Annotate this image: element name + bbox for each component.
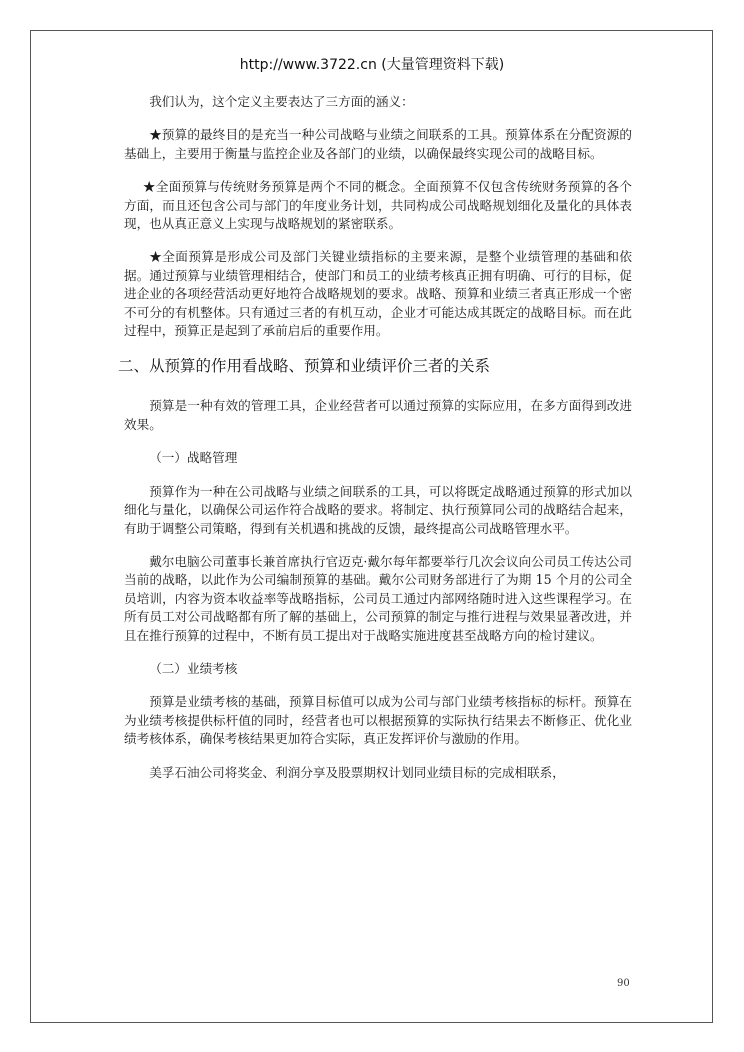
document-body — [118, 93, 632, 797]
intro-paragraph: 我们认为，这个定义主要表达了三方面的涵义： — [149, 94, 414, 109]
header-note: (大量管理资料下载) — [381, 57, 505, 73]
paragraph-performance: 预算是业绩考核的基础，预算目标值可以成为公司与部门业绩考核指标的标杆。预算在为业绩考核提供标杆值的同时，经营者也可以根据预算的实际执行结果去不断修正、优化业绩考核体系，确保考核结果更加符合实际，真正发挥评价与激励的作用。 — [124, 694, 632, 747]
paragraph-dell: 戴尔电脑公司董事长兼首席执行官迈克·戴尔每年都要举行几次会议向公司员工传达公司当前的战略，以此作为公司编制预算的基础。戴尔公司财务部进行了为期 15 个月的公司全员培训，内容为资本收益率等战略指标，公司员工通过内部网络随时进入这些课程学习。在所有员工对公司战略都有所了解的基础上，公司预算的制定与推行进程与效果显著改进，并且在推行预算的过程中，不断有员工提出对于战略实施进度甚至战略方向的检讨建议。 — [124, 553, 632, 643]
page-header — [0, 54, 744, 74]
bullet-paragraph-2: ★全面预算与传统财务预算是两个不同的概念。全面预算不仅包含传统财务预算的各个方面，而且还包含公司与部门的年度业务计划，共同构成公司战略规划细化及量化的具体表现，也从真正意义上实现与战略规划的紧密联系。 — [124, 179, 632, 232]
header-url[interactable]: http://www.3722.cn — [239, 57, 377, 73]
subheading-performance: （二）业绩考核 — [149, 660, 238, 676]
subheading-strategy: （一）战略管理 — [149, 450, 238, 466]
section-heading: 二、从预算的作用看战略、预算和业绩评价三者的关系 — [118, 357, 491, 376]
bullet-paragraph-1: ★预算的最终目的是充当一种公司战略与业绩之间联系的工具。预算体系在分配资源的基础上，主要用于衡量与监控企业及各部门的业绩，以确保最终实现公司的战略目标。 — [124, 127, 632, 161]
paragraph-strategy: 预算作为一种在公司战略与业绩之间联系的工具，可以将既定战略通过预算的形式加以细化与量化，以确保公司运作符合战略的要求。将制定、执行预算同公司的战略结合起来，有助于调整公司策略，得到有关机遇和挑战的反馈，最终提高公司战略管理水平。 — [124, 483, 632, 536]
paragraph-mobil: 美孚石油公司将奖金、利润分享及股票期权计划同业绩目标的完成相联系， — [149, 764, 565, 780]
page-number: 90 — [617, 978, 630, 989]
bullet-paragraph-3: ★全面预算是形成公司及部门关键业绩指标的主要来源，是整个业绩管理的基础和依据。通过预算与业绩管理相结合，使部门和员工的业绩考核真正拥有明确、可行的目标，促进企业的各项经营活动更好地符合战略规划的要求。战略、预算和业绩三者真正形成一个密不可分的有机整体。只有通过三者的有机互动，企业才可能达成其既定的战略目标。而在此过程中，预算正是起到了承前启后的重要作用。 — [124, 249, 632, 339]
paragraph-tool: 预算是一种有效的管理工具，企业经营者可以通过预算的实际应用，在多方面得到改进效果。 — [124, 398, 632, 432]
